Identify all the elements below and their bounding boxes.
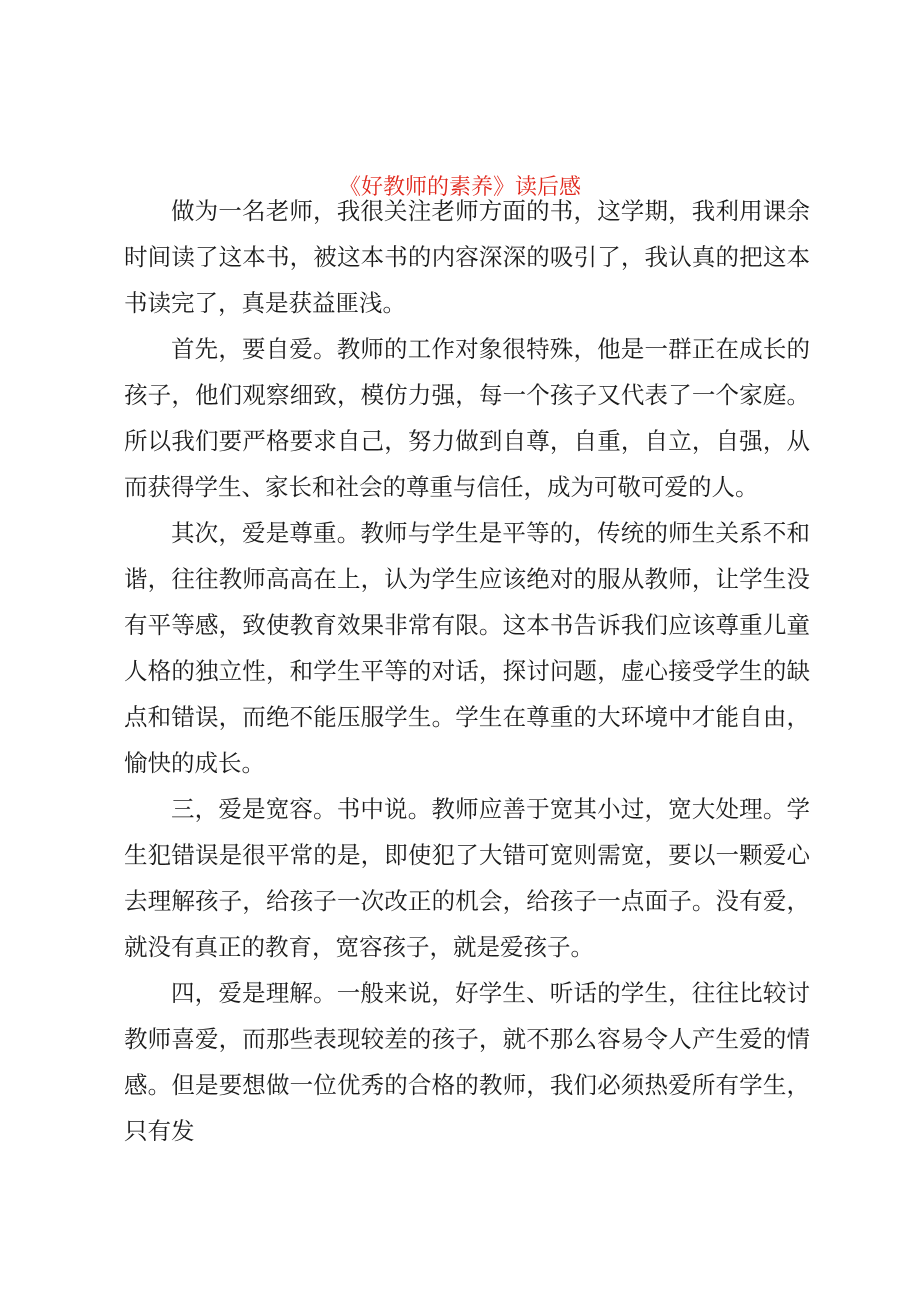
paragraph-self-love: 首先，要自爱。教师的工作对象很特殊，他是一群正在成长的孩子，他们观察细致，模仿力强，每一个孩子又代表了一个家庭。所以我们要严格要求自己，努力做到自尊，自重，自立，自强，从而获得学生、家长和社会的尊重与信任，成为可敬可爱的人。 — [124, 335, 810, 501]
document-body — [124, 188, 810, 1154]
paragraph-intro: 做为一名老师，我很关注老师方面的书，这学期，我利用课余时间读了这本书，被这本书的内容深深的吸引了，我认真的把这本书读完了，真是获益匪浅。 — [124, 197, 810, 317]
paragraph-tolerance: 三，爱是宽容。书中说。教师应善于宽其小过，宽大处理。学生犯错误是很平常的是，即使犯了大错可宽则需宽，要以一颗爱心去理解孩子，给孩子一次改正的机会，给孩子一点面子。没有爱，就没有真正的教育，宽容孩子，就是爱孩子。 — [124, 795, 810, 961]
paragraph-respect: 其次，爱是尊重。教师与学生是平等的，传统的师生关系不和谐，往往教师高高在上，认为学生应该绝对的服从教师，让学生没有平等感，致使教育效果非常有限。这本书告诉我们应该尊重儿童人格的独立性，和学生平等的对话，探讨问题，虚心接受学生的缺点和错误，而绝不能压服学生。学生在尊重的大环境中才能自由，愉快的成长。 — [124, 519, 810, 777]
document-title: 《好教师的素养》读后感 — [338, 175, 581, 200]
paragraph-understanding: 四，爱是理解。一般来说，好学生、听话的学生，往往比较讨教师喜爱，而那些表现较差的孩子，就不那么容易令人产生爱的情感。但是要想做一位优秀的合格的教师，我们必须热爱所有学生，只有发 — [124, 979, 810, 1145]
